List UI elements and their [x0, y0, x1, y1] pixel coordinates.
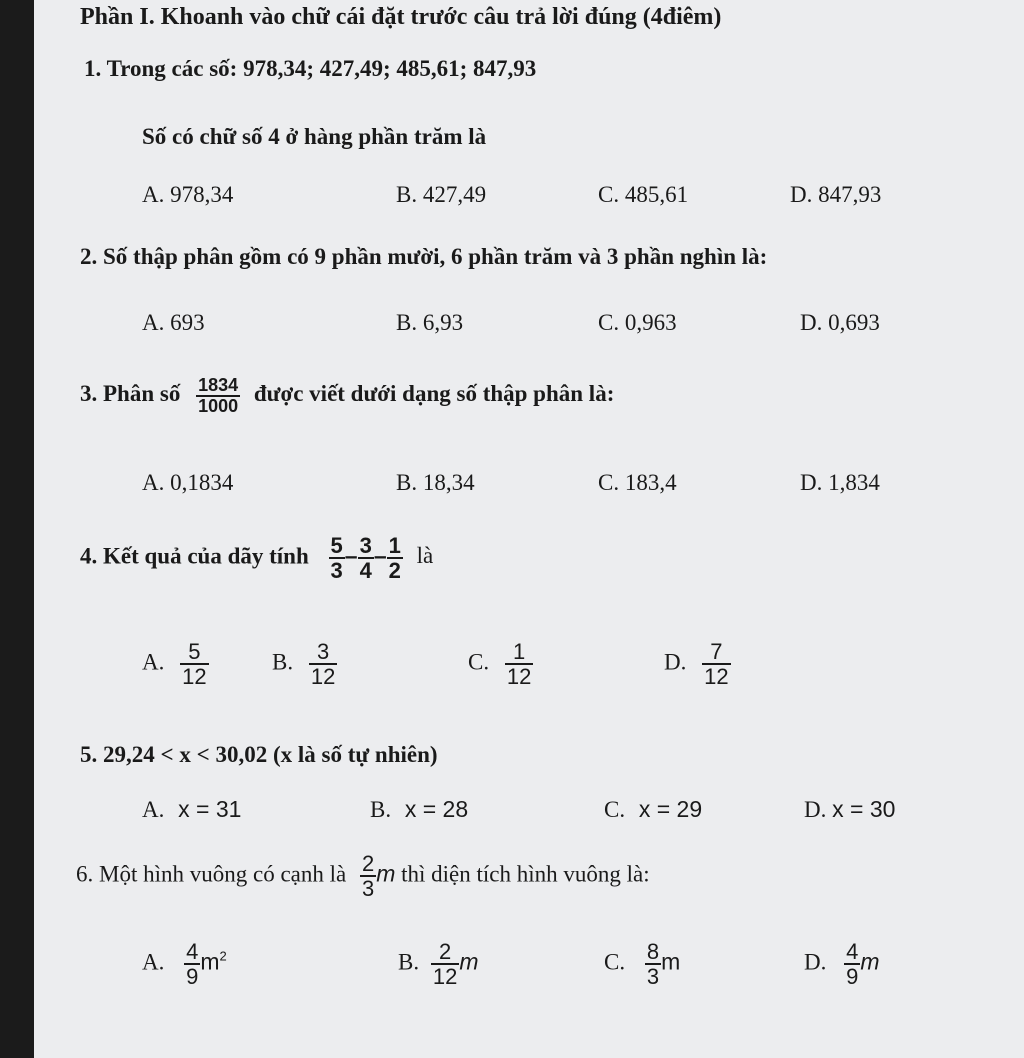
q6-unit: m: [376, 860, 396, 887]
q4-option-c-letter: C.: [468, 649, 490, 675]
q6-option-d-unit: m: [860, 948, 880, 975]
q2-option-c[interactable]: C. 0,963: [598, 310, 677, 335]
q5-option-b[interactable]: [370, 796, 468, 823]
q4-frac-2-num: 3: [359, 533, 372, 558]
q6-option-c-num: 8: [646, 939, 660, 964]
q4-option-d-frac: [702, 640, 730, 688]
q6-option-a-frac: [184, 940, 200, 988]
q4-option-a[interactable]: [142, 640, 209, 688]
q4-frac-2: [358, 534, 374, 582]
q2-option-d[interactable]: D. 0,693: [800, 310, 880, 335]
q1-option-a[interactable]: A. 978,34: [142, 182, 234, 207]
q6-option-b-frac: [431, 940, 459, 988]
section-heading: Phần I. Khoanh vào chữ cái đặt trước câu trả lời đúng (4điêm): [80, 4, 722, 30]
q6-fraction: [360, 852, 376, 900]
q5-option-c-letter: C.: [604, 797, 626, 822]
q5-option-d-letter: D.: [804, 797, 827, 822]
q4-option-b[interactable]: [272, 640, 337, 688]
q6-prefix: 6. Một hình vuông có cạnh là: [76, 861, 347, 887]
q6-option-a-letter: A.: [142, 949, 165, 975]
q6-option-d[interactable]: [804, 940, 880, 988]
q4-frac-2-den: 4: [359, 558, 372, 584]
q4-op-2: –: [373, 542, 387, 569]
q6-option-a[interactable]: [142, 940, 227, 988]
q4-option-b-letter: B.: [272, 649, 294, 675]
q6-option-d-num: 4: [846, 939, 859, 964]
q1-option-d[interactable]: D. 847,93: [790, 182, 882, 207]
q6-option-c[interactable]: [604, 940, 680, 988]
q6-option-c-letter: C.: [604, 949, 626, 975]
q1-prompt: Số có chữ số 4 ở hàng phần trăm là: [142, 124, 487, 149]
q6-suffix: thì diện tích hình vuông là:: [401, 861, 650, 887]
q4-option-c-den: 12: [506, 664, 532, 690]
q6-option-c-frac: [645, 940, 661, 988]
q4-frac-1: [329, 534, 345, 582]
q5-option-a-value: x = 31: [178, 796, 242, 822]
q6-option-b-num: 2: [431, 940, 459, 965]
q4-option-b-num: 3: [309, 640, 337, 665]
q4-suffix: là: [416, 543, 434, 569]
q1-option-b[interactable]: B. 427,49: [396, 182, 487, 207]
q3-option-a[interactable]: A. 0,1834: [142, 470, 234, 495]
q4-frac-3-den: 2: [388, 558, 401, 584]
q6-frac-den: 3: [361, 876, 375, 902]
q3-prefix: 3. Phân số: [80, 381, 181, 407]
q6-option-a-num: 4: [186, 939, 199, 964]
q4-frac-3: [387, 534, 403, 582]
q6-frac-num: 2: [361, 851, 375, 876]
q4-option-c[interactable]: [468, 640, 533, 688]
q6-option-a-sup: 2: [219, 948, 227, 964]
q6-option-a-unit: m: [200, 948, 220, 975]
q4-option-c-frac: [505, 640, 533, 688]
q6-option-b-letter: B.: [398, 949, 420, 975]
q6-option-b-den: 12: [432, 964, 458, 990]
q6-option-d-frac: [844, 940, 860, 988]
q6-option-d-letter: D.: [804, 949, 827, 975]
q1-option-c[interactable]: C. 485,61: [598, 182, 689, 207]
q4-option-a-num: 5: [180, 640, 208, 665]
q4-option-d-num: 7: [702, 640, 730, 665]
q3-option-c[interactable]: C. 183,4: [598, 470, 677, 495]
q4-option-d[interactable]: [664, 640, 731, 688]
q4-option-c-num: 1: [505, 640, 533, 665]
q3-option-b[interactable]: B. 18,34: [396, 470, 475, 495]
q4-option-b-den: 12: [310, 664, 336, 690]
q4-option-a-letter: A.: [142, 649, 165, 675]
q3-fraction: [196, 376, 240, 416]
q2-option-a[interactable]: A. 693: [142, 310, 205, 335]
q5-option-c-value: x = 29: [638, 796, 703, 822]
q6-text: [76, 852, 650, 900]
q4-option-a-den: 12: [182, 664, 207, 690]
q2-option-b[interactable]: B. 6,93: [396, 310, 464, 335]
q3-frac-den: 1000: [198, 395, 239, 416]
q1-text: 1. Trong các số: 978,34; 427,49; 485,61; 847,93: [84, 56, 537, 81]
q4-option-a-frac: [180, 640, 208, 688]
q5-option-a[interactable]: [142, 796, 241, 823]
q5-option-c[interactable]: [604, 796, 702, 823]
q4-prefix: 4. Kết quả của dãy tính: [80, 543, 309, 569]
q3-suffix: được viết dưới dạng số thập phân là:: [253, 381, 615, 407]
q4-frac-1-num: 5: [330, 533, 343, 558]
q4-text: [80, 534, 433, 582]
q5-option-d-value: x = 30: [832, 796, 896, 822]
q6-option-d-den: 9: [846, 964, 859, 990]
q4-frac-3-num: 1: [388, 533, 401, 558]
q6-option-b[interactable]: [398, 940, 479, 988]
q4-option-d-letter: D.: [664, 649, 687, 675]
q3-option-d[interactable]: D. 1,834: [800, 470, 880, 495]
q6-option-a-den: 9: [186, 964, 199, 990]
q6-option-c-unit: m: [661, 948, 681, 975]
q5-option-d[interactable]: [804, 796, 895, 823]
q2-text: 2. Số thập phân gồm có 9 phần mười, 6 phần trăm và 3 phần nghìn là:: [80, 244, 768, 269]
q5-option-a-letter: A.: [142, 797, 165, 822]
q4-op-1: –: [344, 542, 358, 569]
q4-option-b-frac: [309, 640, 337, 688]
q3-text: [80, 376, 614, 416]
q6-option-c-den: 3: [646, 964, 660, 990]
q5-option-b-value: x = 28: [404, 796, 469, 822]
q4-frac-1-den: 3: [330, 558, 343, 584]
q4-option-d-den: 12: [704, 664, 729, 690]
q5-option-b-letter: B.: [370, 797, 392, 822]
q3-frac-num: 1834: [198, 375, 239, 395]
q5-text: 5. 29,24 < x < 30,02 (x là số tự nhiên): [80, 742, 438, 767]
q6-option-b-unit: m: [459, 948, 479, 975]
